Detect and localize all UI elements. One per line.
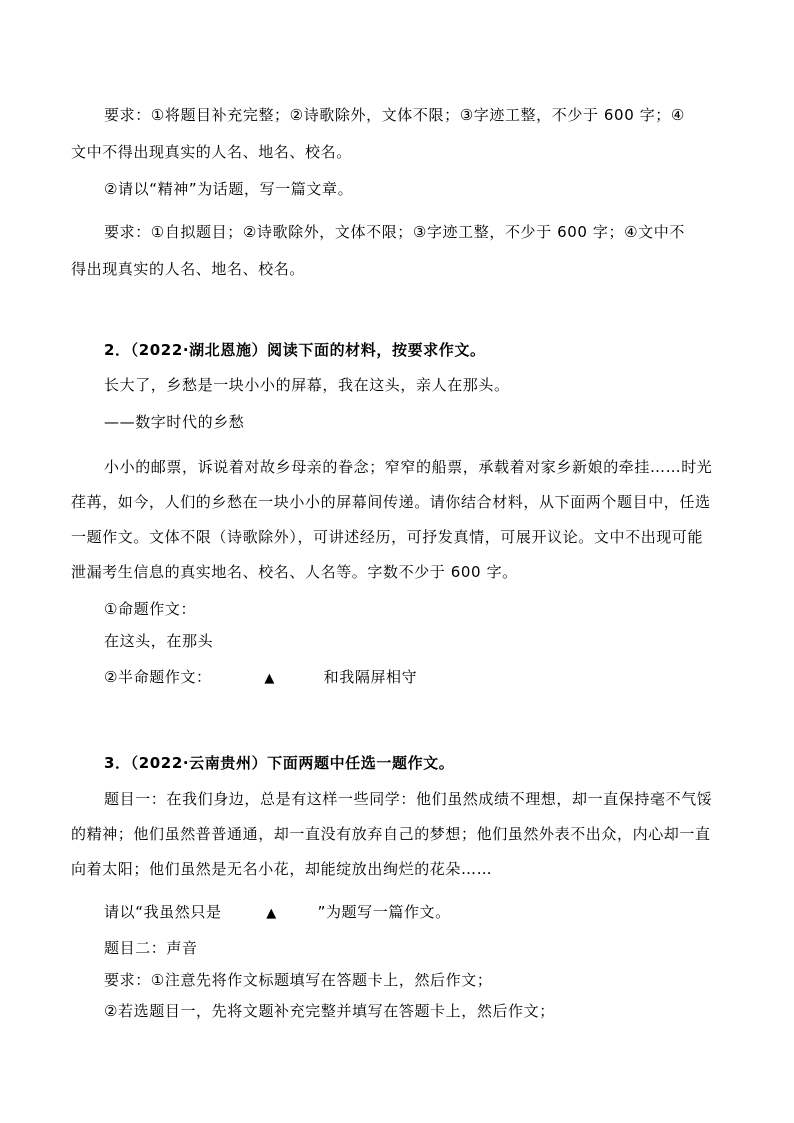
question-3-para-line-2: 的精神；他们虽然普普通通，却一直没有放弃自己的梦想；他们虽然外表不出众，内心却一直 [71, 825, 711, 843]
requirement-1-line-2: 文中不得出现真实的人名、地名、校名。 [71, 143, 352, 161]
question-2-para-line-2: 荏苒，如今，人们的乡愁在一块小小的屏幕间传递。请你结合材料，从下面两个题目中，任选 [71, 493, 711, 511]
question-2-para-line-4: 泄漏考生信息的真实地名、校名、人名等。字数不少于 600 字。 [71, 563, 518, 581]
blank-triangle-icon: ▲ [266, 906, 277, 921]
option-2-row [104, 666, 417, 690]
blank-triangle-icon: ▲ [264, 671, 275, 686]
requirement-1-line-1: 要求：①将题目补充完整；②诗歌除外，文体不限；③字迹工整，不少于 600 字；④ [104, 106, 685, 124]
question-3-heading: 3．（2022·云南贵州）下面两题中任选一题作文。 [104, 754, 455, 772]
question-2-para-line-1: 小小的邮票，诉说着对故乡母亲的眷念；窄窄的船票，承载着对家乡新娘的牵挂……时光 [104, 458, 713, 476]
prompt-spirit: ②请以“精神”为话题，写一篇文章。 [104, 180, 354, 198]
question-2-heading: 2．（2022·湖北恩施）阅读下面的材料，按要求作文。 [104, 341, 486, 359]
question-3-para-line-3: 向着太阳；他们虽然是无名小花，却能绽放出绚烂的花朵…… [71, 860, 493, 878]
question-3-prompt [104, 901, 451, 925]
question-2-para-line-3: 一题作文。文体不限（诗歌除外），可讲述经历，可抒发真情，可展开议论。文中不出现可能 [71, 528, 704, 546]
requirement-2-line-1: 要求：①自拟题目；②诗歌除外，文体不限；③字迹工整，不少于 600 字；④文中不 [104, 223, 685, 241]
option-2-label: ②半命题作文： [104, 668, 212, 686]
prompt-end: ”为题写一篇作文。 [317, 903, 451, 921]
topic-2: 题目二：声音 [104, 939, 198, 957]
question-2-quote: 长大了，乡愁是一块小小的屏幕，我在这头，亲人在那头。 [104, 376, 510, 394]
option-1-label: ①命题作文： [104, 600, 197, 618]
question-2-source: ——数字时代的乡愁 [104, 413, 245, 431]
option-2-tail: 和我隔屏相守 [323, 668, 418, 686]
question-3-requirement-1: 要求：①注意先将作文标题填写在答题卡上，然后作文； [104, 971, 493, 989]
requirement-2-line-2: 得出现真实的人名、地名、校名。 [71, 260, 306, 278]
prompt-start: 请以“我虽然只是 [104, 903, 222, 921]
option-1-title: 在这头，在那头 [104, 632, 214, 650]
question-3-requirement-2: ②若选题目一，先将文题补充完整并填写在答题卡上，然后作文； [104, 1002, 555, 1020]
question-3-para-line-1: 题目一：在我们身边，总是有这样一些同学：他们虽然成绩不理想，却一直保持毫不气馁 [104, 790, 713, 808]
